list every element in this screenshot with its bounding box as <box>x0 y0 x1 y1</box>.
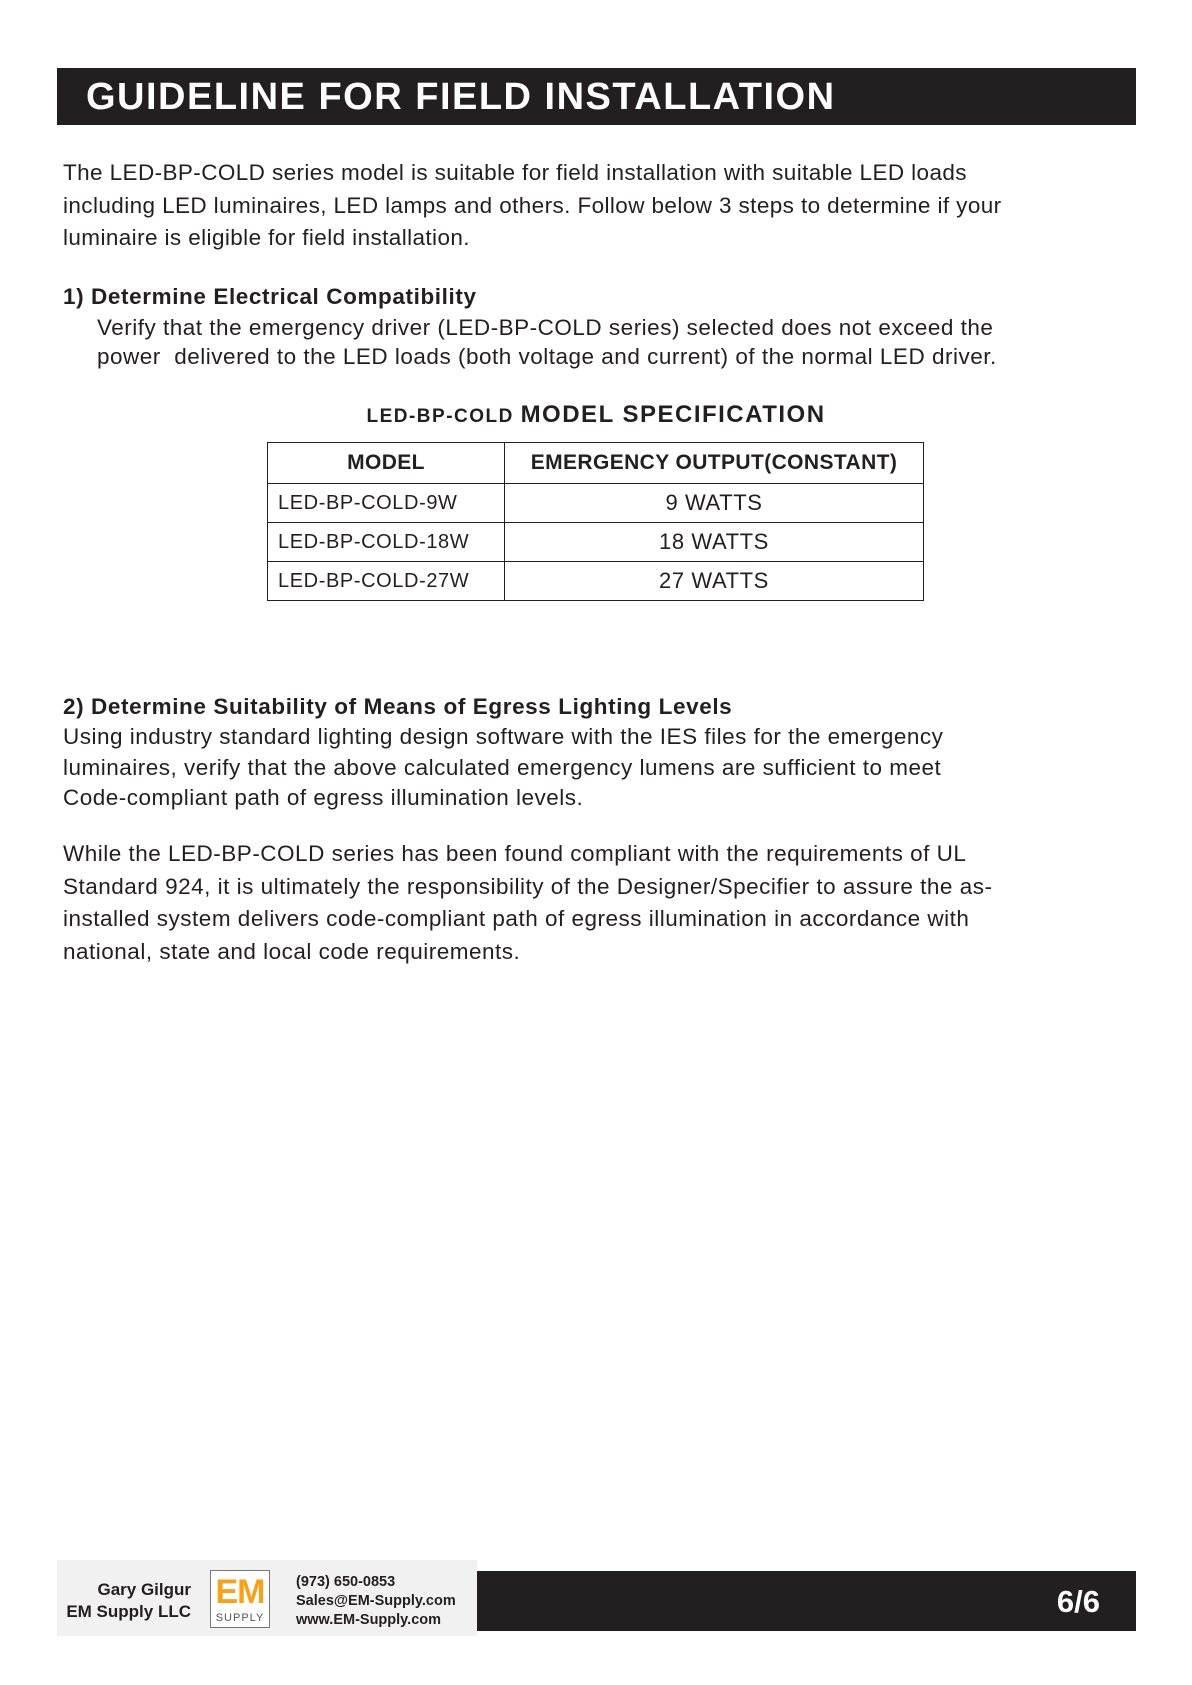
output-cell: 27 WATTS <box>505 562 924 601</box>
step2-line: luminaires, verify that the above calculated emergency lumens are sufficient to meet <box>63 754 942 780</box>
intro-line: luminaire is eligible for field installation. <box>63 225 470 250</box>
step1-line: Verify that the emergency driver (LED-BP-COLD series) selected does not exceed the <box>97 315 994 340</box>
contact-name: Gary Gilgur <box>97 1580 191 1599</box>
column-header-model: MODEL <box>268 443 505 484</box>
table-row <box>268 523 924 562</box>
contact-name-block <box>66 1579 191 1623</box>
output-cell: 18 WATTS <box>505 523 924 562</box>
contact-details <box>296 1573 456 1630</box>
intro-line: The LED-BP-COLD series model is suitable for field installation with suitable LED loads <box>63 160 967 185</box>
phone-number: (973) 650-0853 <box>296 1574 396 1590</box>
step1-line: power delivered to the LED loads (both voltage and current) of the normal LED driver. <box>97 344 997 369</box>
step2-heading: 2) Determine Suitability of Means of Egress Lighting Levels <box>63 694 733 719</box>
model-cell: LED-BP-COLD-27W <box>268 562 505 601</box>
company-name: EM Supply LLC <box>66 1602 191 1621</box>
table-row <box>268 484 924 523</box>
closing-line: While the LED-BP-COLD series has been found compliant with the requirements of UL <box>63 841 967 866</box>
table-header-row <box>268 443 924 484</box>
intro-line: including LED luminaires, LED lamps and others. Follow below 3 steps to determine if your <box>63 192 1002 218</box>
spec-title-main: MODEL SPECIFICATION <box>520 401 826 428</box>
model-cell: LED-BP-COLD-18W <box>268 523 505 562</box>
closing-paragraph <box>63 838 1138 968</box>
logo-em-text: EM <box>215 1573 265 1611</box>
spec-title-prefix: LED-BP-COLD <box>366 406 514 427</box>
step2-line: Code-compliant path of egress illumination levels. <box>63 785 584 810</box>
output-cell: 9 WATTS <box>505 484 924 523</box>
closing-line: national, state and local code requirements. <box>63 938 521 964</box>
closing-line: installed system delivers code-compliant path of egress illumination in accordance with <box>63 906 970 931</box>
footer-bar <box>477 1571 1136 1631</box>
model-cell: LED-BP-COLD-9W <box>268 484 505 523</box>
step2-body <box>63 722 1138 814</box>
spec-table <box>267 442 924 601</box>
step1-heading: 1) Determine Electrical Compatibility <box>63 284 477 309</box>
spec-table-title <box>0 400 1192 432</box>
page-number: 6/6 <box>1056 1584 1100 1619</box>
step1-body <box>97 313 1137 371</box>
logo-supply-text: SUPPLY <box>215 1612 265 1624</box>
footer-contact-block <box>57 1560 477 1636</box>
page-title: GUIDELINE FOR FIELD INSTALLATION <box>86 76 836 118</box>
step2-line: Using industry standard lighting design software with the IES files for the emergency <box>63 724 944 749</box>
table-row <box>268 562 924 601</box>
email-link[interactable]: Sales@EM-Supply.com <box>296 1593 456 1609</box>
company-logo <box>210 1570 270 1628</box>
column-header-output: EMERGENCY OUTPUT(CONSTANT) <box>505 443 924 484</box>
website-link[interactable]: www.EM-Supply.com <box>296 1612 442 1628</box>
title-bar <box>57 68 1136 125</box>
intro-paragraph <box>63 157 1138 255</box>
closing-line: Standard 924, it is ultimately the responsibility of the Designer/Specifier to assure the as- <box>63 873 993 899</box>
